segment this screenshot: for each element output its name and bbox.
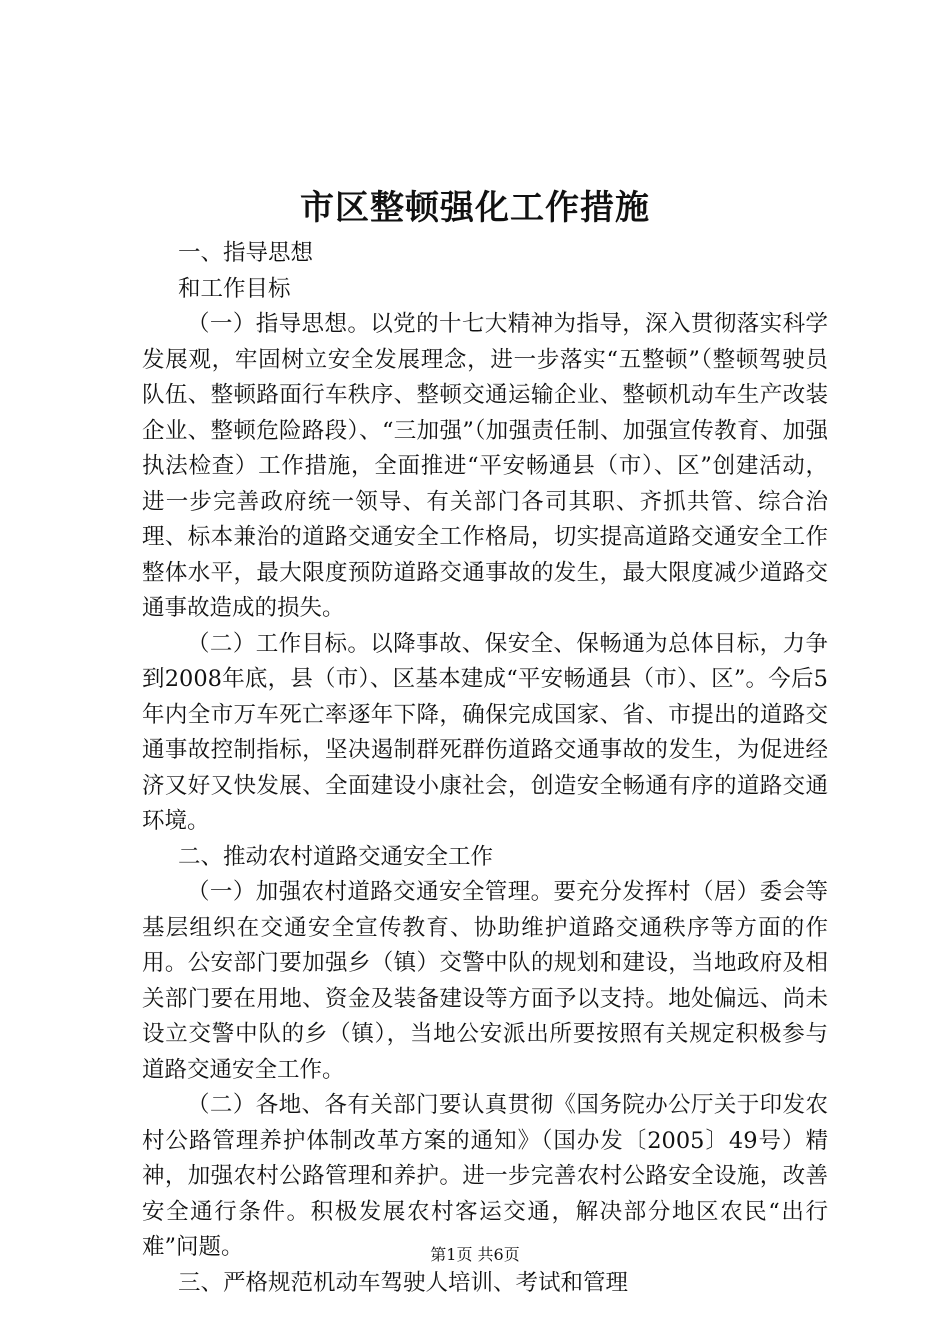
document-body bbox=[142, 236, 828, 1301]
paragraph-rural-roads: （二）各地、各有关部门要认真贯彻《国务院办公厅关于印发农村公路管理养护体制改革方案的通知》（国办发〔2005〕49号）精神，加强农村公路管理和养护。进一步完善农村公路安全设施，改善安全通行条件。积极发展农村客运交通，解决部分地区农民“出行难”问题。 bbox=[142, 1092, 828, 1260]
paragraph-rural-management: （一）加强农村道路交通安全管理。要充分发挥村（居）委会等基层组织在交通安全宣传教育、协助维护道路交通秩序等方面的作用。公安部门要加强乡（镇）交警中队的规划和建设，当地政府及相关部门要在用地、资金及装备建设等方面予以支持。地处偏远、尚未设立交警中队的乡（镇），当地公安派出所要按照有关规定积极参与道路交通安全工作。 bbox=[142, 879, 828, 1083]
page-title: 市区整顿强化工作措施 bbox=[300, 188, 650, 228]
section-heading-3: 三、严格规范机动车驾驶人培训、考试和管理 bbox=[178, 1269, 629, 1296]
paragraph-guiding-thought: （一）指导思想。以党的十七大精神为指导，深入贯彻落实科学发展观，牢固树立安全发展理念，进一步落实“五整顿”（整顿驾驶员队伍、整顿路面行车秩序、整顿交通运输企业、整顿机动车生产改装企业、整顿危险路段）、“三加强”（加强责任制、加强宣传教育、加强执法检查）工作措施，全面推进“平安畅通县（市）、区”创建活动，进一步完善政府统一领导、有关部门各司其职、齐抓共管、综合治理、标本兼治的道路交通安全工作格局，切实提高道路交通安全工作整体水平，最大限度预防道路交通事故的发生，最大限度减少道路交通事故造成的损失。 bbox=[142, 311, 828, 621]
section-heading-2: 二、推动农村道路交通安全工作 bbox=[178, 843, 494, 870]
section-heading-1b: 和工作目标 bbox=[178, 275, 291, 302]
section-heading-1a: 一、指导思想 bbox=[178, 240, 314, 266]
paragraph-work-goal: （二）工作目标。以降事故、保安全、保畅通为总体目标，力争到2008年底，县（市）、区基本建成“平安畅通县（市）、区”。今后5年内全市万车死亡率逐年下降，确保完成国家、省、市提出的道路交通事故控制指标，坚决遏制群死群伤道路交通事故的发生，为促进经济又好又快发展、全面建设小康社会，创造安全畅通有序的道路交通环境。 bbox=[142, 630, 828, 834]
page-footer: 第1页 共6页 bbox=[430, 1245, 520, 1264]
